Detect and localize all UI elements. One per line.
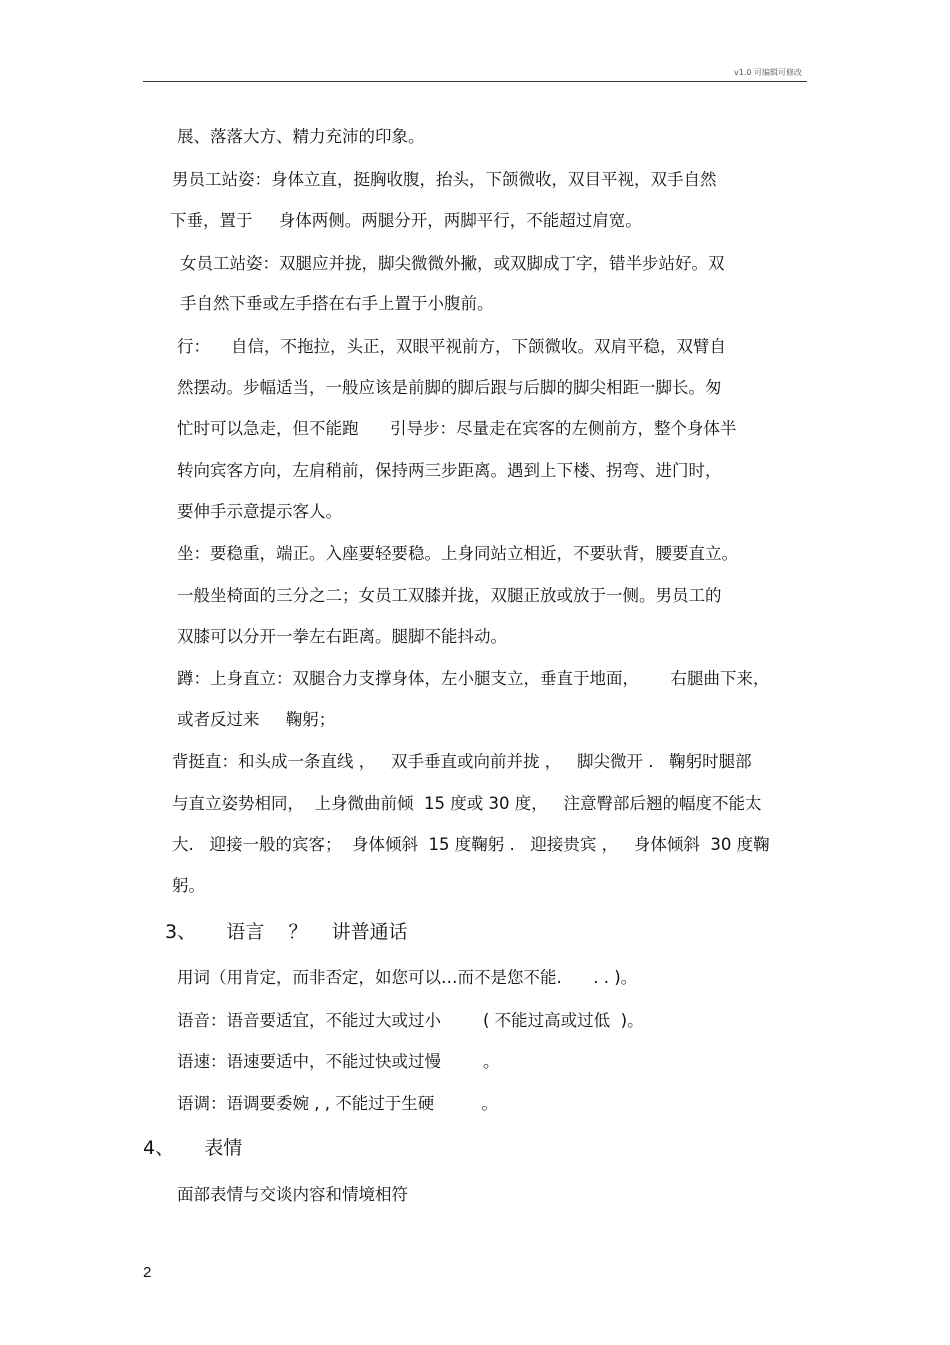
body-line-18: 大. 迎接一般的宾客； 身体倾斜 15 度鞠躬 . 迎接贵宾 ， 身体倾斜 30 度鞠 <box>172 835 770 854</box>
body-line-8: 忙时可以急走，但不能跑 引导步：尽量走在宾客的左侧前方，整个身体半 <box>177 419 737 438</box>
body-line-14: 蹲：上身直立：双腿合力支撑身体，左小腿支立，垂直于地面， 右腿曲下来， <box>177 669 770 688</box>
version-note: v1.0 可编辑可修改 <box>734 68 802 77</box>
body-line-10: 要伸手示意提示客人。 <box>177 502 342 521</box>
body-line-5: 手自然下垂或左手搭在右手上置于小腹前。 <box>180 294 494 313</box>
body-line-19: 躬。 <box>172 876 205 895</box>
section-3-line-2: 语音：语音要适宜，不能过大或过小 ( 不能过高或过低 )。 <box>177 1011 644 1030</box>
section-4-line-1: 面部表情与交谈内容和情境相符 <box>177 1185 408 1204</box>
body-line-17: 与直立姿势相同， 上身微曲前倾 15 度或 30 度， 注意臀部后翘的幅度不能太 <box>172 794 762 813</box>
page-number: 2 <box>143 1264 152 1281</box>
body-line-3: 下垂，置于 身体两侧。两腿分开，两脚平行，不能超过肩宽。 <box>170 211 642 230</box>
body-line-15: 或者反过来 鞠躬； <box>177 710 336 729</box>
body-line-13: 双膝可以分开一拳左右距离。腿脚不能抖动。 <box>177 627 507 646</box>
section-3-line-3: 语速：语速要适中，不能过快或过慢 。 <box>177 1052 500 1071</box>
section-4-heading: 4、 表情 <box>143 1137 243 1159</box>
header-divider <box>143 81 807 82</box>
section-3-heading: 3、 语言 ？ 讲普通话 <box>165 921 408 943</box>
body-line-9: 转向宾客方向，左肩稍前，保持两三步距离。遇到上下楼、拐弯、进门时， <box>177 461 722 480</box>
section-3-line-1: 用词（用肯定，而非否定，如您可以…而不是您不能. . . )。 <box>177 968 638 987</box>
body-line-6: 行： 自信，不拖拉，头正，双眼平视前方，下颌微收。双肩平稳，双臂自 <box>177 337 726 356</box>
body-line-11: 坐：要稳重，端正。入座要轻要稳。上身同站立相近，不要驮背，腰要直立。 <box>177 544 738 563</box>
body-line-16: 背挺直：和头成一条直线 ， 双手垂直或向前并拢 ， 脚尖微开 . 鞠躬时腿部 <box>172 752 752 771</box>
body-line-2: 男员工站姿：身体立直，挺胸收腹，抬头，下颌微收，双目平视，双手自然 <box>172 170 717 189</box>
body-line-4: 女员工站姿：双腿应并拢，脚尖微微外撇，或双脚成丁字，错半步站好。双 <box>180 254 725 273</box>
section-3-line-4: 语调：语调要委婉 , , 不能过于生硬 。 <box>177 1094 498 1113</box>
body-line-7: 然摆动。步幅适当，一般应该是前脚的脚后跟与后脚的脚尖相距一脚长。匆 <box>177 378 722 397</box>
body-line-1: 展、落落大方、精力充沛的印象。 <box>177 127 425 146</box>
body-line-12: 一般坐椅面的三分之二；女员工双膝并拢，双腿正放或放于一侧。男员工的 <box>177 586 722 605</box>
